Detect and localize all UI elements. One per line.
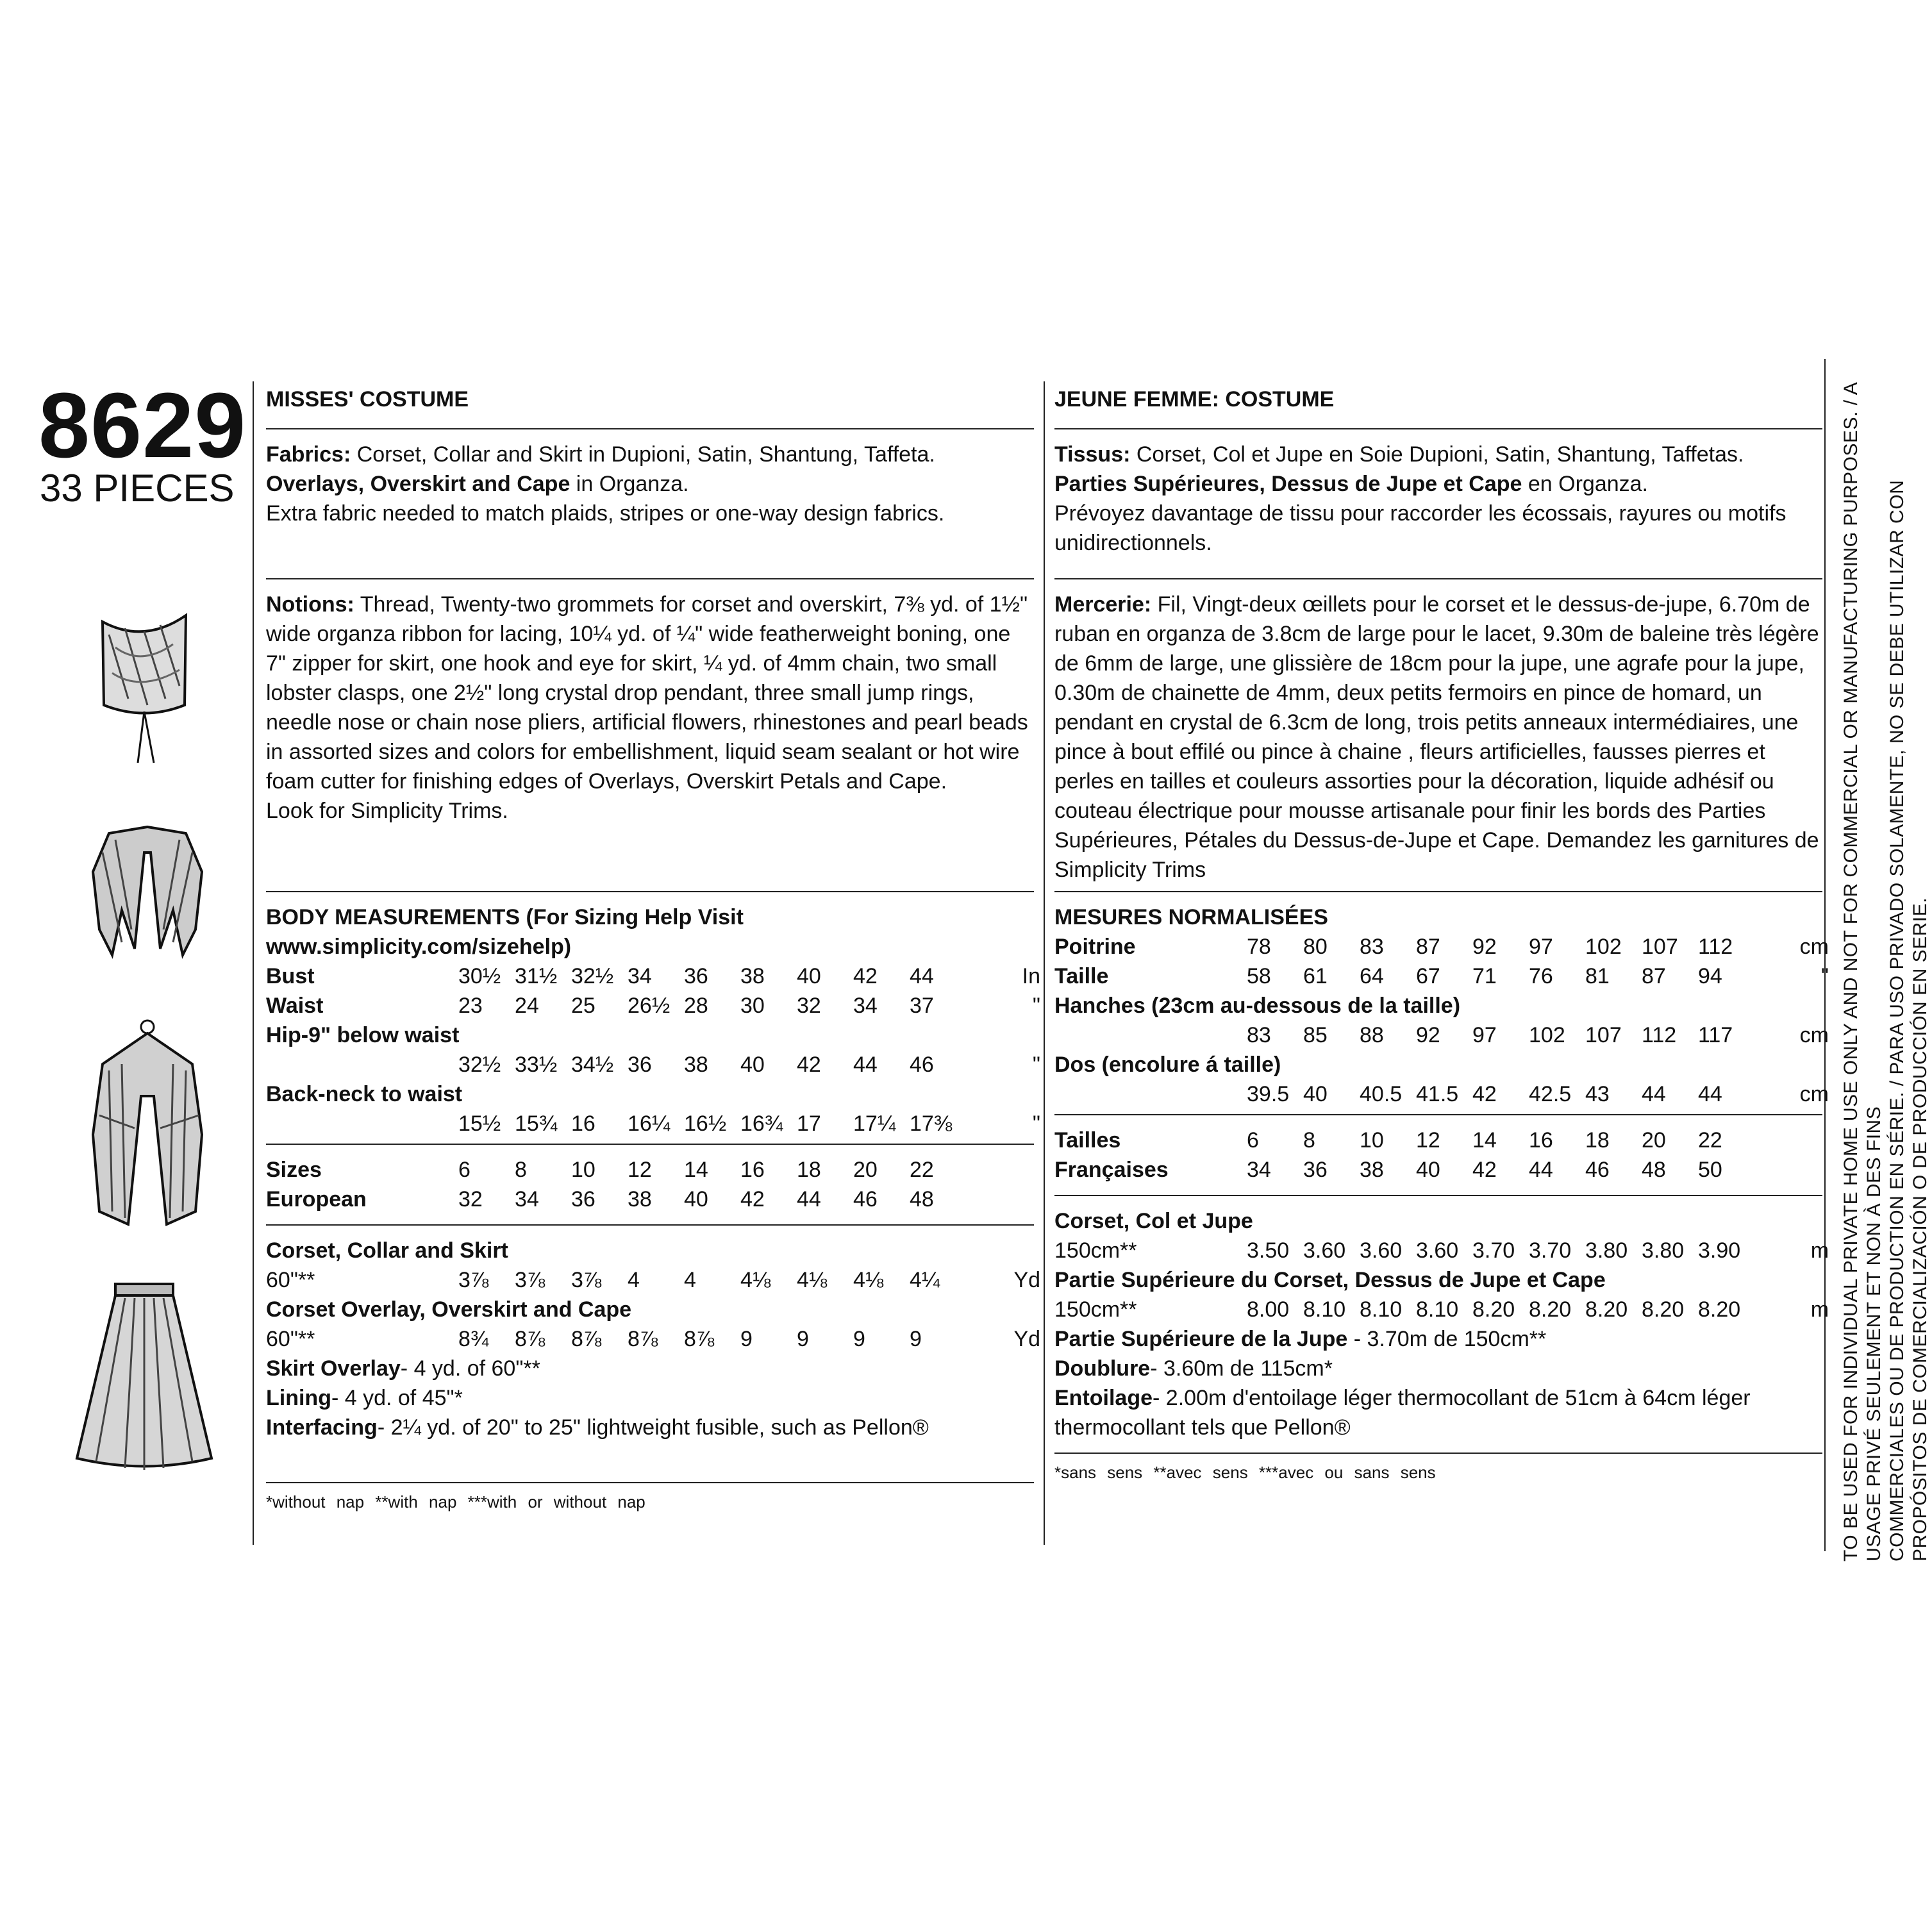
table-cell: 12 — [628, 1158, 652, 1182]
row-label: Taille — [1054, 964, 1109, 988]
skirt-sketch — [71, 1279, 218, 1478]
table-cell: 42 — [853, 964, 878, 988]
row-label: Poitrine — [1054, 935, 1136, 959]
en-notions-extra: Look for Simplicity Trims. — [266, 799, 508, 823]
legal-line-1: TO BE USED FOR INDIVIDUAL PRIVATE HOME USE ONLY AND NOT FOR COMMERCIAL OR MANUFACTURING PURPOSES. / A USAGE PRIVÉ SEULEMENT ET NON À DES FINS — [1840, 383, 1885, 1561]
fr-yardage-table — [1054, 1206, 1829, 1324]
en-skirt-overlay-label: Skirt Overlay — [266, 1356, 401, 1381]
table-cell: 9 — [797, 1327, 809, 1351]
unit-cell: In — [1022, 964, 1040, 988]
fr-fabrics-extra: Prévoyez davantage de tissu pour raccorder les écossais, rayures ou motifs unidirectionnels. — [1054, 501, 1786, 555]
table-cell: 8.00 — [1247, 1297, 1290, 1322]
en-fabrics-extra: Extra fabric needed to match plaids, stripes or one-way design fabrics. — [266, 501, 945, 526]
en-notions-text: Thread, Twenty-two grommets for corset and overskirt, 7⅜ yd. of 1½" wide organza ribbon for lacing, 10¼ yd. of ¼" wide featherweight boning, one 7" zipper for skirt, one hook and eye for skirt, ¼ yd. of 4mm chain, two small lobster clasps, one 2½" long crystal drop pendant, three small jump rings, needle nose or chain nose pliers, artificial flowers, rhinestones and pearl beads in assorted sizes and colors for embellishment, liquid seam sealant or hot wire foam cutter for finishing edges of Overlays, Overskirt Petals and Cape. — [266, 592, 1028, 794]
table-row — [1054, 962, 1829, 991]
en-lining-text: - 4 yd. of 45"* — [331, 1386, 463, 1410]
table-cell: 38 — [740, 964, 765, 988]
table-cell: 81 — [1585, 964, 1610, 988]
table-cell: 4⅛ — [797, 1268, 828, 1292]
unit-cell: " — [1032, 1053, 1040, 1077]
table-cell: 8.10 — [1360, 1297, 1403, 1322]
table-cell: 38 — [684, 1053, 708, 1077]
fr-notions-label: Mercerie: — [1054, 592, 1152, 617]
table-cell: 20 — [1642, 1128, 1666, 1153]
legal-notice — [1840, 369, 1931, 1561]
table-cell: 30 — [740, 994, 765, 1018]
table-cell: 3.90 — [1698, 1238, 1741, 1263]
table-cell: 36 — [1303, 1158, 1328, 1182]
row-label: Back-neck to waist — [266, 1082, 463, 1106]
en-lining-label: Lining — [266, 1386, 331, 1410]
table-row — [266, 1155, 1040, 1185]
table-cell: 16 — [1529, 1128, 1553, 1153]
table-cell: 44 — [797, 1187, 821, 1211]
table-cell: 42 — [797, 1053, 821, 1077]
table-cell: 3.60 — [1303, 1238, 1346, 1263]
table-cell: 44 — [1529, 1158, 1553, 1182]
pattern-pieces: 33 PIECES — [40, 467, 235, 510]
table-cell: 80 — [1303, 935, 1328, 959]
table-cell: 8¾ — [458, 1327, 489, 1351]
table-cell: 3.50 — [1247, 1238, 1290, 1263]
table-cell: 32 — [797, 994, 821, 1018]
row-label: Corset, Collar and Skirt — [266, 1238, 508, 1263]
row-label: Waist — [266, 994, 324, 1018]
row-label: 150cm** — [1054, 1238, 1137, 1263]
unit-cell: " — [1032, 1111, 1040, 1136]
table-cell: 3.80 — [1642, 1238, 1685, 1263]
fr-fabrics — [1054, 429, 1822, 578]
en-interfacing-text: - 2¼ yd. of 20" to 25" lightweight fusible, such as Pellon® — [377, 1415, 929, 1440]
fr-notions — [1054, 579, 1822, 891]
unit-cell — [966, 1155, 1040, 1185]
french-column — [1054, 385, 1829, 1487]
table-cell: 40 — [1416, 1158, 1440, 1182]
unit-cell: " — [1820, 964, 1829, 988]
table-cell: 14 — [684, 1158, 708, 1182]
en-skirt-overlay-text: - 4 yd. of 60"** — [400, 1356, 540, 1381]
fr-interfacing-text: - 2.00m d'entoilage léger thermocollant de 51cm à 64cm léger thermocollant tels que Pellon® — [1054, 1386, 1751, 1440]
table-cell: 9 — [853, 1327, 865, 1351]
table-row — [1054, 1236, 1829, 1265]
table-row — [266, 991, 1040, 1020]
fr-overlays-label: Parties Supérieures, Dessus de Jupe et Cape — [1054, 472, 1522, 496]
table-cell: 8.10 — [1416, 1297, 1459, 1322]
table-cell: 4⅛ — [853, 1268, 884, 1292]
row-label: Sizes — [266, 1158, 322, 1182]
table-cell: 3.60 — [1360, 1238, 1403, 1263]
table-cell: 40 — [740, 1053, 765, 1077]
en-overlays-label: Overlays, Overskirt and Cape — [266, 472, 570, 496]
fr-overlays-text: en Organza. — [1522, 472, 1648, 496]
table-cell: 34 — [1247, 1158, 1271, 1182]
en-yardage-table — [266, 1236, 1040, 1354]
en-fabrics — [266, 429, 1034, 578]
table-row — [1054, 1155, 1829, 1185]
table-cell: 8 — [515, 1158, 527, 1182]
row-label: European — [266, 1187, 367, 1211]
table-cell: 36 — [628, 1053, 652, 1077]
table-row — [1054, 1295, 1829, 1324]
table-row — [1054, 1050, 1829, 1079]
table-row — [266, 962, 1040, 991]
corset-sketch — [90, 609, 199, 769]
table-cell: 34 — [853, 994, 878, 1018]
table-cell: 25 — [571, 994, 595, 1018]
table-cell: 16 — [571, 1111, 595, 1136]
table-cell: 38 — [1360, 1158, 1384, 1182]
fr-fabrics-text: Corset, Col et Jupe en Soie Dupioni, Satin, Shantung, Taffetas. — [1130, 442, 1744, 467]
table-cell: 61 — [1303, 964, 1328, 988]
table-row — [266, 1236, 1040, 1265]
table-cell: 8.20 — [1472, 1297, 1515, 1322]
center-column-divider — [1044, 381, 1045, 1545]
row-label — [1054, 1079, 1247, 1109]
table-row — [266, 1185, 1040, 1214]
unit-cell — [1754, 1126, 1829, 1155]
table-cell: 32½ — [571, 964, 614, 988]
table-cell: 23 — [458, 994, 483, 1018]
table-cell: 107 — [1642, 935, 1678, 959]
fr-footnote: *sans sens **avec sens ***avec ou sans sens — [1054, 1463, 1436, 1482]
table-row — [266, 1109, 1040, 1138]
table-cell: 40.5 — [1360, 1082, 1403, 1106]
table-cell: 42.5 — [1529, 1082, 1572, 1106]
table-row — [266, 1265, 1040, 1295]
table-cell: 3⅞ — [571, 1268, 602, 1292]
table-cell: 42 — [1472, 1082, 1497, 1106]
table-cell: 26½ — [628, 994, 670, 1018]
table-cell: 8.10 — [1303, 1297, 1346, 1322]
table-cell: 16¼ — [628, 1111, 670, 1136]
fr-skirt-overlay-label: Partie Supérieure de la Jupe — [1054, 1327, 1348, 1351]
table-cell: 8.20 — [1529, 1297, 1572, 1322]
table-row — [266, 1324, 1040, 1354]
en-fabrics-label: Fabrics: — [266, 442, 351, 467]
table-cell: 40 — [684, 1187, 708, 1211]
table-cell: 112 — [1698, 935, 1733, 959]
table-cell: 15¾ — [515, 1111, 558, 1136]
row-label — [1054, 1020, 1247, 1050]
table-cell: 39.5 — [1247, 1082, 1290, 1106]
unit-cell: cm — [1799, 1082, 1829, 1106]
table-cell: 4 — [684, 1268, 696, 1292]
table-cell: 58 — [1247, 964, 1271, 988]
fr-title: JEUNE FEMME: COSTUME — [1054, 387, 1335, 412]
table-cell: 42 — [740, 1187, 765, 1211]
table-row — [1054, 1265, 1829, 1295]
table-cell: 76 — [1529, 964, 1553, 988]
fr-fabrics-label: Tissus: — [1054, 442, 1131, 467]
table-cell: 28 — [684, 994, 708, 1018]
table-cell: 92 — [1472, 935, 1497, 959]
table-cell: 50 — [1698, 1158, 1722, 1182]
table-cell: 10 — [1360, 1128, 1384, 1153]
table-cell: 78 — [1247, 935, 1271, 959]
table-row — [1054, 932, 1829, 962]
table-row — [266, 1020, 1040, 1050]
table-row — [1054, 1126, 1829, 1155]
row-label: Dos (encolure á taille) — [1054, 1053, 1281, 1077]
table-cell: 15½ — [458, 1111, 501, 1136]
row-label: 150cm** — [1054, 1297, 1137, 1322]
left-column-divider — [253, 381, 254, 1545]
table-cell: 12 — [1416, 1128, 1440, 1153]
table-cell: 43 — [1585, 1082, 1610, 1106]
table-cell: 3⅞ — [458, 1268, 489, 1292]
table-cell: 36 — [571, 1187, 595, 1211]
table-cell: 4¼ — [910, 1268, 940, 1292]
pattern-number: 8629 — [38, 374, 247, 477]
table-row — [1054, 1079, 1829, 1109]
fr-skirt-overlay-text: - 3.70m de 150cm** — [1347, 1327, 1547, 1351]
table-cell: 8⅞ — [684, 1327, 715, 1351]
en-measurements-table — [266, 962, 1040, 1138]
table-cell: 24 — [515, 994, 539, 1018]
row-label: Hanches (23cm au-dessous de la taille) — [1054, 994, 1461, 1018]
fr-lining-label: Doublure — [1054, 1356, 1151, 1381]
unit-cell: m — [1810, 1297, 1829, 1322]
table-row — [1054, 1020, 1829, 1050]
table-cell: 20 — [853, 1158, 878, 1182]
en-title: MISSES' COSTUME — [266, 387, 469, 412]
en-overlays-text: in Organza. — [570, 472, 689, 496]
row-label: 60"** — [266, 1327, 315, 1351]
table-cell: 37 — [910, 994, 934, 1018]
en-interfacing-label: Interfacing — [266, 1415, 378, 1440]
cape-sketch — [83, 1019, 212, 1231]
table-cell: 48 — [910, 1187, 934, 1211]
table-cell: 17¼ — [853, 1111, 896, 1136]
table-cell: 10 — [571, 1158, 595, 1182]
fr-lining-text: - 3.60m de 115cm* — [1150, 1356, 1333, 1381]
unit-cell: " — [1032, 994, 1040, 1018]
en-sizes-table — [266, 1155, 1040, 1214]
table-cell: 32½ — [458, 1053, 501, 1077]
unit-cell: m — [1810, 1238, 1829, 1263]
table-row — [266, 1295, 1040, 1324]
en-notions — [266, 579, 1034, 891]
row-label: Françaises — [1054, 1158, 1169, 1182]
row-label: 60"** — [266, 1268, 315, 1292]
table-cell: 44 — [910, 964, 934, 988]
table-cell: 3.70 — [1529, 1238, 1572, 1263]
row-label: Bust — [266, 964, 315, 988]
english-column — [266, 385, 1041, 1517]
table-cell: 67 — [1416, 964, 1440, 988]
table-cell: 6 — [458, 1158, 471, 1182]
unit-cell: Yd — [1013, 1327, 1041, 1351]
table-cell: 87 — [1416, 935, 1440, 959]
en-footnote: *without nap **with nap ***with or without nap — [266, 1492, 645, 1511]
table-cell: 44 — [1698, 1082, 1722, 1106]
table-cell: 34 — [515, 1187, 539, 1211]
fr-sizes-table — [1054, 1126, 1829, 1185]
table-cell: 44 — [1642, 1082, 1666, 1106]
table-cell: 107 — [1585, 1023, 1622, 1047]
row-label: Partie Supérieure du Corset, Dessus de Jupe et Cape — [1054, 1268, 1606, 1292]
table-cell: 112 — [1642, 1023, 1677, 1047]
table-cell: 97 — [1529, 935, 1553, 959]
table-row — [266, 1050, 1040, 1079]
row-label: Tailles — [1054, 1128, 1121, 1153]
table-cell: 6 — [1247, 1128, 1259, 1153]
table-cell: 17 — [797, 1111, 821, 1136]
table-cell: 40 — [797, 964, 821, 988]
table-cell: 34 — [628, 964, 652, 988]
en-measurements-heading: BODY MEASUREMENTS (For Sizing Help Visit www.simplicity.com/sizehelp) — [266, 905, 744, 959]
table-cell: 9 — [910, 1327, 922, 1351]
table-cell: 9 — [740, 1327, 753, 1351]
table-cell: 34½ — [571, 1053, 614, 1077]
unit-cell — [966, 1185, 1040, 1214]
table-cell: 3.60 — [1416, 1238, 1459, 1263]
table-cell: 46 — [910, 1053, 934, 1077]
table-cell: 46 — [853, 1187, 878, 1211]
table-cell: 88 — [1360, 1023, 1384, 1047]
table-cell: 32 — [458, 1187, 483, 1211]
table-cell: 3.80 — [1585, 1238, 1628, 1263]
table-cell: 42 — [1472, 1158, 1497, 1182]
table-cell: 31½ — [515, 964, 558, 988]
table-cell: 36 — [684, 964, 708, 988]
table-cell: 87 — [1642, 964, 1666, 988]
table-cell: 8⅞ — [628, 1327, 658, 1351]
table-cell: 16½ — [684, 1111, 727, 1136]
table-cell: 38 — [628, 1187, 652, 1211]
table-cell: 8 — [1303, 1128, 1315, 1153]
en-fabrics-text: Corset, Collar and Skirt in Dupioni, Satin, Shantung, Taffeta. — [351, 442, 935, 467]
table-cell: 46 — [1585, 1158, 1610, 1182]
table-cell: 44 — [853, 1053, 878, 1077]
row-label: Corset, Col et Jupe — [1054, 1209, 1253, 1233]
table-cell: 14 — [1472, 1128, 1497, 1153]
table-cell: 18 — [797, 1158, 821, 1182]
table-cell: 33½ — [515, 1053, 558, 1077]
unit-cell — [1754, 1155, 1829, 1185]
table-cell: 41.5 — [1416, 1082, 1459, 1106]
unit-cell: Yd — [1013, 1268, 1041, 1292]
collar-sketch — [83, 814, 212, 962]
table-cell: 22 — [1698, 1128, 1722, 1153]
table-cell: 3⅞ — [515, 1268, 545, 1292]
table-cell: 8.20 — [1642, 1297, 1685, 1322]
table-cell: 117 — [1698, 1023, 1733, 1047]
table-cell: 8⅞ — [515, 1327, 545, 1351]
table-cell: 22 — [910, 1158, 934, 1182]
table-cell: 16 — [740, 1158, 765, 1182]
table-cell: 4 — [628, 1268, 640, 1292]
table-row — [1054, 1206, 1829, 1236]
table-cell: 97 — [1472, 1023, 1497, 1047]
row-label: Corset Overlay, Overskirt and Cape — [266, 1297, 632, 1322]
table-cell: 83 — [1247, 1023, 1271, 1047]
table-cell: 18 — [1585, 1128, 1610, 1153]
en-notions-label: Notions: — [266, 592, 354, 617]
table-cell: 17⅜ — [910, 1111, 953, 1136]
table-row — [266, 1079, 1040, 1109]
table-cell: 48 — [1642, 1158, 1666, 1182]
table-cell: 40 — [1303, 1082, 1328, 1106]
table-cell: 8.20 — [1698, 1297, 1741, 1322]
table-cell: 8⅞ — [571, 1327, 602, 1351]
fr-interfacing-label: Entoilage — [1054, 1386, 1153, 1410]
table-cell: 92 — [1416, 1023, 1440, 1047]
table-row — [1054, 991, 1829, 1020]
table-cell: 94 — [1698, 964, 1722, 988]
table-cell: 30½ — [458, 964, 501, 988]
unit-cell: cm — [1799, 1023, 1829, 1047]
fr-notions-text: Fil, Vingt-deux œillets pour le corset et le dessus-de-jupe, 6.70m de ruban en organza de 3.8cm de large pour le lacet, 9.30m de baleine très légère de 6mm de large, une glissière de 18cm pour la jupe, une agrafe pour la jupe, 0.30m de chainette de 4mm, deux petits fermoirs en pince de homard, un pendant en crystal de 6.3cm de long, trois petits anneaux intermédiaires, une pince à bout effilé ou pince à chaine , fleurs artificielles, fausses pierres et perles en tailles et couleurs assorties pour la décoration, liquide adhésif ou couteau électrique pour mousse artisanale pour finir les bords des Parties Supérieures, Pétales du Dessus-de-Jupe et Cape. Demandez les garnitures de Simplicity Trims — [1054, 592, 1819, 882]
table-cell: 85 — [1303, 1023, 1328, 1047]
table-cell: 8.20 — [1585, 1297, 1628, 1322]
table-cell: 71 — [1472, 964, 1497, 988]
row-label — [266, 1050, 458, 1079]
unit-cell: cm — [1799, 935, 1829, 959]
table-cell: 3.70 — [1472, 1238, 1515, 1263]
row-label — [266, 1109, 458, 1138]
fr-measurements-heading: MESURES NORMALISÉES — [1054, 905, 1328, 929]
table-cell: 64 — [1360, 964, 1384, 988]
table-cell: 16¾ — [740, 1111, 783, 1136]
table-cell: 102 — [1585, 935, 1622, 959]
table-cell: 83 — [1360, 935, 1384, 959]
fr-measurements-table — [1054, 932, 1829, 1109]
table-cell: 102 — [1529, 1023, 1565, 1047]
row-label: Hip-9" below waist — [266, 1023, 460, 1047]
table-cell: 4⅛ — [740, 1268, 771, 1292]
legal-line-2: COMMERCIALES OU DE PRODUCTION EN SÉRIE. / PARA USO PRIVADO SOLAMENTE, NO SE DEBE UTILIZAR CON PROPÓSITOS DE COMERCIALIZACIÓN O DE PRODUCCIÓN EN SERIE. — [1886, 479, 1931, 1561]
